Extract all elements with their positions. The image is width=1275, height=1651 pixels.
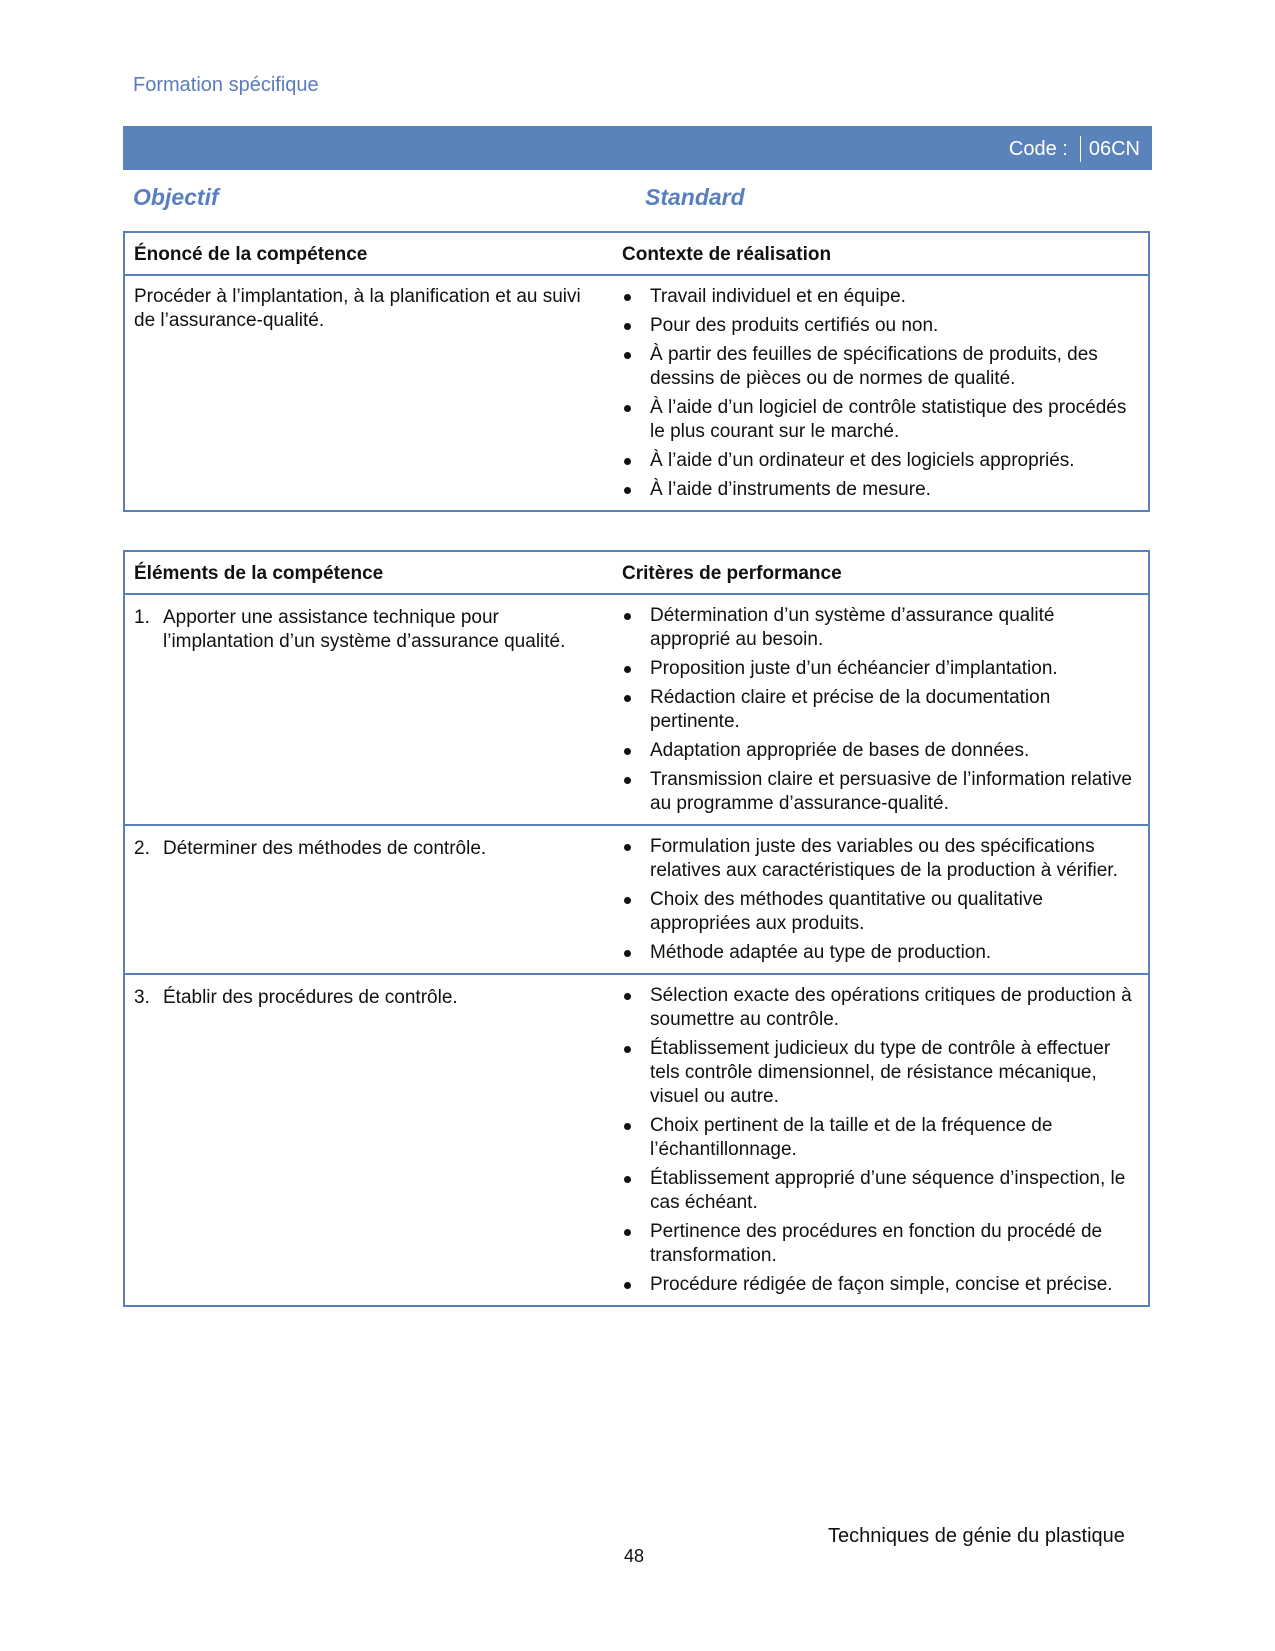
critere-item-text: Méthode adaptée au type de production.	[650, 942, 992, 963]
criteres-list	[618, 826, 1148, 973]
critere-item	[622, 835, 1136, 883]
critere-item	[622, 768, 1136, 816]
page-number: 48	[624, 1546, 645, 1566]
critere-item-text: Choix pertinent de la taille et de la fréquence de l’échantillonnage.	[650, 1115, 1053, 1160]
bullet-icon	[624, 844, 631, 851]
bullet-icon	[624, 748, 631, 755]
element-number: 3.	[134, 987, 150, 1008]
element-text: Établir des procédures de contrôle.	[163, 987, 458, 1008]
critere-item-text: Transmission claire et persuasive de l’information relative au programme d’assurance-qualité.	[650, 769, 1132, 814]
critere-item-text: Proposition juste d’un échéancier d’implantation.	[650, 658, 1058, 679]
bullet-icon	[624, 323, 631, 330]
critere-item-text: Procédure rédigée de façon simple, concise et précise.	[650, 1274, 1113, 1295]
bullet-icon	[624, 1282, 631, 1289]
element-text: Déterminer des méthodes de contrôle.	[163, 838, 487, 859]
bullet-icon	[624, 993, 631, 1000]
contexte-item-text: À partir des feuilles de spécifications de produits, des dessins de pièces ou de normes de qualité.	[650, 344, 1098, 389]
element-row	[124, 974, 1149, 1306]
critere-item-text: Établissement judicieux du type de contrôle à effectuer tels contrôle dimensionnel, de résistance mécanique, visuel ou autre.	[650, 1038, 1111, 1107]
bullet-icon	[624, 1123, 631, 1130]
element-number: 1.	[134, 607, 150, 628]
element-description	[125, 975, 618, 1018]
critere-item	[622, 888, 1136, 936]
criteres-heading: Critères de performance	[618, 551, 1149, 594]
elements-table	[123, 550, 1150, 1307]
contexte-item	[622, 285, 1136, 309]
critere-item	[622, 1273, 1136, 1297]
code-field	[1009, 135, 1140, 163]
criteres-list	[618, 595, 1148, 824]
contexte-item	[622, 396, 1136, 444]
bullet-icon	[624, 666, 631, 673]
element-description	[125, 595, 618, 662]
contexte-item	[622, 449, 1136, 473]
bullet-icon	[624, 1176, 631, 1183]
critere-item	[622, 984, 1136, 1032]
competence-row	[124, 275, 1149, 511]
critere-item-text: Formulation juste des variables ou des spécifications relatives aux caractéristiques de la production à vérifier.	[650, 836, 1118, 881]
critere-item	[622, 1037, 1136, 1109]
critere-item	[622, 1167, 1136, 1215]
footer-program-name: Techniques de génie du plastique	[828, 1525, 1125, 1547]
elements-heading: Éléments de la compétence	[124, 551, 618, 594]
document-header-title: Formation spécifique	[133, 74, 319, 96]
critere-item	[622, 1220, 1136, 1268]
bullet-icon	[624, 695, 631, 702]
element-description	[125, 826, 618, 869]
critere-item-text: Pertinence des procédures en fonction du procédé de transformation.	[650, 1221, 1103, 1266]
section-headings	[133, 184, 1143, 216]
critere-item	[622, 604, 1136, 652]
bullet-icon	[624, 458, 631, 465]
competence-table-header	[124, 232, 1149, 275]
critere-item-text: Établissement approprié d’une séquence d’inspection, le cas échéant.	[650, 1168, 1126, 1213]
critere-item-text: Choix des méthodes quantitative ou qualitative appropriées aux produits.	[650, 889, 1043, 934]
critere-item	[622, 657, 1136, 681]
enonce-heading: Énoncé de la compétence	[124, 232, 618, 275]
critere-item-text: Rédaction claire et précise de la documentation pertinente.	[650, 687, 1051, 732]
element-row	[124, 594, 1149, 825]
element-number: 2.	[134, 838, 150, 859]
critere-item	[622, 1114, 1136, 1162]
bullet-icon	[624, 294, 631, 301]
contexte-item-text: Travail individuel et en équipe.	[650, 286, 906, 307]
critere-item-text: Détermination d’un système d’assurance qualité approprié au besoin.	[650, 605, 1055, 650]
critere-item	[622, 739, 1136, 763]
critere-item-text: Adaptation appropriée de bases de données.	[650, 740, 1030, 761]
critere-item	[622, 941, 1136, 965]
contexte-item-text: À l’aide d’un ordinateur et des logiciels appropriés.	[650, 450, 1075, 471]
objectif-heading: Objectif	[133, 184, 219, 210]
contexte-item-text: À l’aide d’un logiciel de contrôle statistique des procédés le plus courant sur le marché.	[650, 397, 1127, 442]
code-value: 06CN	[1088, 137, 1140, 160]
critere-item	[622, 686, 1136, 734]
contexte-item	[622, 478, 1136, 502]
competence-statement: Procéder à l’implantation, à la planification et au suivi de l’assurance-qualité.	[134, 286, 581, 331]
code-label: Code :	[1008, 137, 1068, 160]
criteres-list	[618, 975, 1148, 1305]
standard-heading: Standard	[645, 184, 745, 210]
contexte-item	[622, 343, 1136, 391]
element-row	[124, 825, 1149, 974]
bullet-icon	[624, 405, 631, 412]
bullet-icon	[624, 1046, 631, 1053]
bullet-icon	[624, 352, 631, 359]
contexte-list	[618, 276, 1148, 510]
bullet-icon	[624, 897, 631, 904]
contexte-item-text: À l’aide d’instruments de mesure.	[650, 479, 931, 500]
bullet-icon	[624, 950, 631, 957]
bullet-icon	[624, 1229, 631, 1236]
bullet-icon	[624, 487, 631, 494]
code-bar	[123, 126, 1152, 170]
bullet-icon	[624, 777, 631, 784]
contexte-item	[622, 314, 1136, 338]
contexte-item-text: Pour des produits certifiés ou non.	[650, 315, 939, 336]
bullet-icon	[624, 613, 631, 620]
contexte-heading: Contexte de réalisation	[618, 232, 1149, 275]
competence-table	[123, 231, 1150, 512]
critere-item-text: Sélection exacte des opérations critiques de production à soumettre au contrôle.	[650, 985, 1132, 1030]
element-text: Apporter une assistance technique pour l’implantation d’un système d’assurance qualité.	[163, 607, 566, 652]
elements-table-header	[124, 551, 1149, 594]
